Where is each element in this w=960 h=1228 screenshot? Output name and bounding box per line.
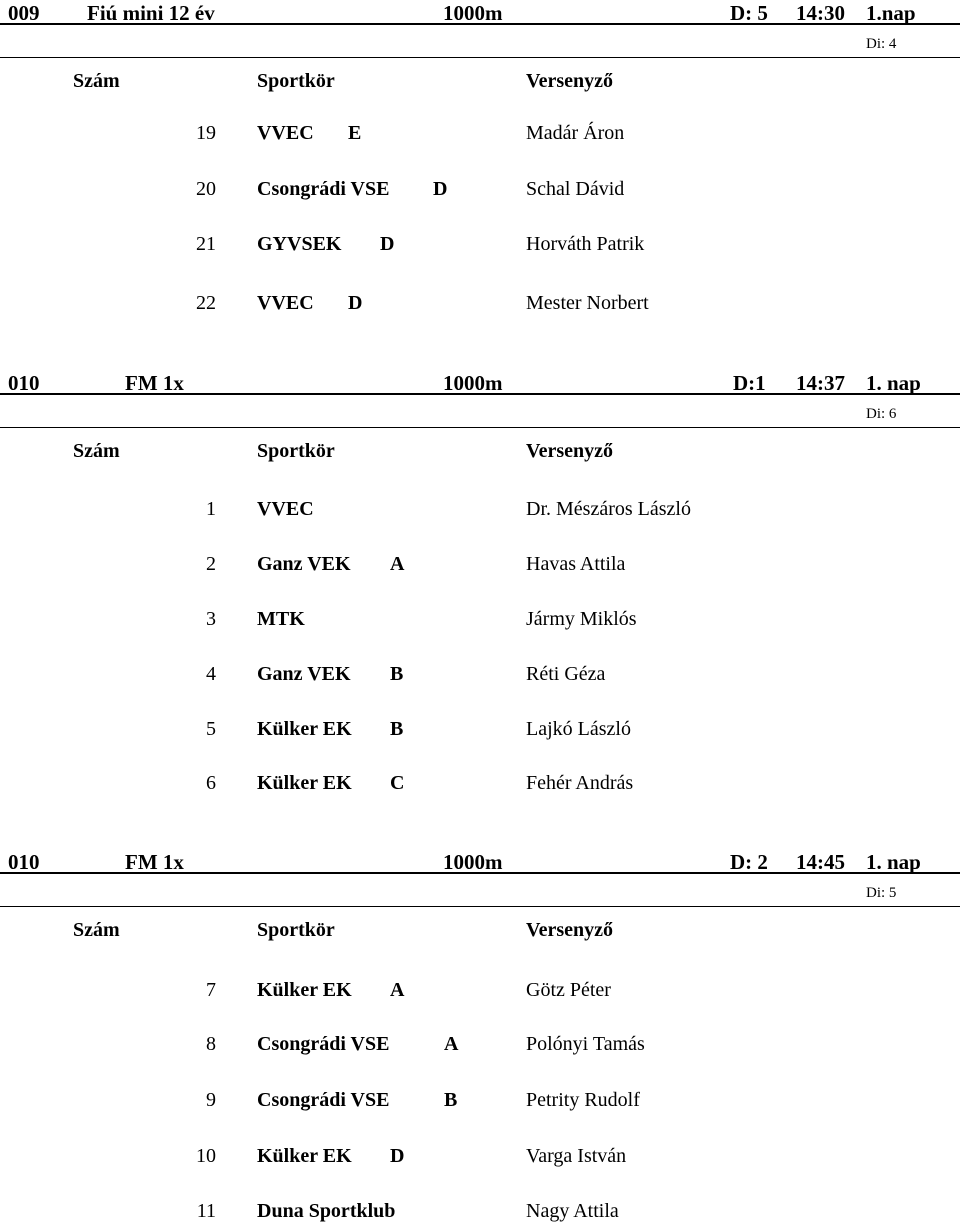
entry-row xyxy=(0,231,960,261)
entry-club: Csongrádi VSE xyxy=(257,178,390,200)
race-distance: 1000m xyxy=(443,850,503,874)
entry-row xyxy=(0,606,960,636)
entry-row xyxy=(0,1087,960,1117)
race-header xyxy=(0,0,960,34)
entry-athlete: Nagy Attila xyxy=(526,1200,619,1222)
entry-athlete: Fehér András xyxy=(526,772,634,794)
entry-row xyxy=(0,977,960,1007)
entry-class: D xyxy=(348,292,363,314)
entry-class: A xyxy=(390,553,405,575)
entry-class: D xyxy=(390,1145,405,1167)
entry-class: B xyxy=(390,663,404,685)
header-rule-thin xyxy=(0,427,960,428)
entry-number: 11 xyxy=(196,1200,216,1222)
entry-row xyxy=(0,551,960,581)
entry-class: B xyxy=(390,718,404,740)
entry-club: Csongrádi VSE xyxy=(257,1033,390,1055)
col-header-club: Sportkör xyxy=(257,70,335,92)
entry-athlete: Petrity Rudolf xyxy=(526,1089,640,1111)
entry-athlete: Lajkó László xyxy=(526,718,631,740)
race-distance: 1000m xyxy=(443,371,503,395)
entry-number: 20 xyxy=(196,178,216,200)
entry-club: Csongrádi VSE xyxy=(257,1089,390,1111)
race-day: 1. nap xyxy=(866,850,921,874)
entry-number: 8 xyxy=(206,1033,216,1055)
entry-club: Ganz VEK xyxy=(257,663,351,685)
header-rule xyxy=(0,393,960,395)
entry-club: Külker EK xyxy=(257,772,352,794)
race-header xyxy=(0,370,960,404)
col-header-club: Sportkör xyxy=(257,919,335,941)
col-header-athlete: Versenyző xyxy=(526,70,614,92)
entry-athlete: Götz Péter xyxy=(526,979,611,1001)
entry-athlete: Havas Attila xyxy=(526,553,626,575)
header-rule-thin xyxy=(0,906,960,907)
race-time: 14:37 xyxy=(796,371,845,395)
entry-athlete: Jármy Miklós xyxy=(526,608,637,630)
entry-number: 3 xyxy=(206,608,216,630)
race-block-010-d1 xyxy=(0,370,960,810)
entry-row xyxy=(0,770,960,800)
entry-row xyxy=(0,1198,960,1228)
race-time: 14:45 xyxy=(796,850,845,874)
race-di: Di: 4 xyxy=(866,36,897,52)
col-header-num: Szám xyxy=(73,70,120,92)
race-di: Di: 6 xyxy=(866,406,897,422)
entry-club: VVEC xyxy=(257,292,314,314)
entry-athlete: Varga István xyxy=(526,1145,627,1167)
entry-row xyxy=(0,716,960,746)
entry-athlete: Madár Áron xyxy=(526,122,625,144)
entry-number: 19 xyxy=(196,122,216,144)
entry-number: 6 xyxy=(206,772,216,794)
race-block-009 xyxy=(0,0,960,400)
race-day: 1.nap xyxy=(866,1,916,25)
race-block-010-d2 xyxy=(0,849,960,1226)
entry-athlete: Schal Dávid xyxy=(526,178,625,200)
entry-class: C xyxy=(390,772,405,794)
entry-number: 22 xyxy=(196,292,216,314)
race-heat: D: 2 xyxy=(730,850,768,874)
entry-club: Külker EK xyxy=(257,1145,352,1167)
entry-row xyxy=(0,176,960,206)
entry-club: Külker EK xyxy=(257,979,352,1001)
entry-club: VVEC xyxy=(257,122,314,144)
race-heat: D: 5 xyxy=(730,1,768,25)
race-time: 14:30 xyxy=(796,1,845,25)
header-rule xyxy=(0,872,960,874)
entry-club: VVEC xyxy=(257,498,314,520)
col-header-athlete: Versenyző xyxy=(526,440,614,462)
race-di: Di: 5 xyxy=(866,885,897,901)
entry-row xyxy=(0,496,960,526)
race-distance: 1000m xyxy=(443,1,503,25)
entry-club: GYVSEK xyxy=(257,233,342,255)
entry-club: Ganz VEK xyxy=(257,553,351,575)
race-category: FM 1x xyxy=(125,850,184,874)
entry-athlete: Horváth Patrik xyxy=(526,233,645,255)
entry-athlete: Réti Géza xyxy=(526,663,606,685)
col-header-num: Szám xyxy=(73,919,120,941)
entry-row xyxy=(0,1143,960,1173)
entry-number: 5 xyxy=(206,718,216,740)
entry-class: A xyxy=(444,1033,459,1055)
entry-number: 10 xyxy=(196,1145,216,1167)
race-number: 010 xyxy=(8,850,40,874)
entry-club: Külker EK xyxy=(257,718,352,740)
entry-number: 7 xyxy=(206,979,216,1001)
col-header-athlete: Versenyző xyxy=(526,919,614,941)
race-header xyxy=(0,849,960,883)
entry-row xyxy=(0,661,960,691)
entry-athlete: Mester Norbert xyxy=(526,292,649,314)
race-number: 010 xyxy=(8,371,40,395)
entry-class: D xyxy=(433,178,448,200)
entry-row xyxy=(0,120,960,150)
entry-number: 2 xyxy=(206,553,216,575)
entry-number: 4 xyxy=(206,663,216,685)
entry-number: 9 xyxy=(206,1089,216,1111)
col-header-num: Szám xyxy=(73,440,120,462)
race-number: 009 xyxy=(8,1,40,25)
header-rule-thin xyxy=(0,57,960,58)
race-category: Fiú mini 12 év xyxy=(87,1,215,25)
entry-club: MTK xyxy=(257,608,305,630)
race-heat: D:1 xyxy=(733,371,766,395)
entry-athlete: Dr. Mészáros László xyxy=(526,498,691,520)
entry-row xyxy=(0,1031,960,1061)
race-category: FM 1x xyxy=(125,371,184,395)
entry-club: Duna Sportklub xyxy=(257,1200,396,1222)
entry-class: B xyxy=(444,1089,458,1111)
entry-class: D xyxy=(380,233,395,255)
entry-class: E xyxy=(348,122,362,144)
entry-athlete: Polónyi Tamás xyxy=(526,1033,645,1055)
header-rule xyxy=(0,23,960,25)
entry-row xyxy=(0,290,960,320)
entry-class: A xyxy=(390,979,405,1001)
entry-number: 21 xyxy=(196,233,216,255)
col-header-club: Sportkör xyxy=(257,440,335,462)
race-day: 1. nap xyxy=(866,371,921,395)
entry-number: 1 xyxy=(206,498,216,520)
